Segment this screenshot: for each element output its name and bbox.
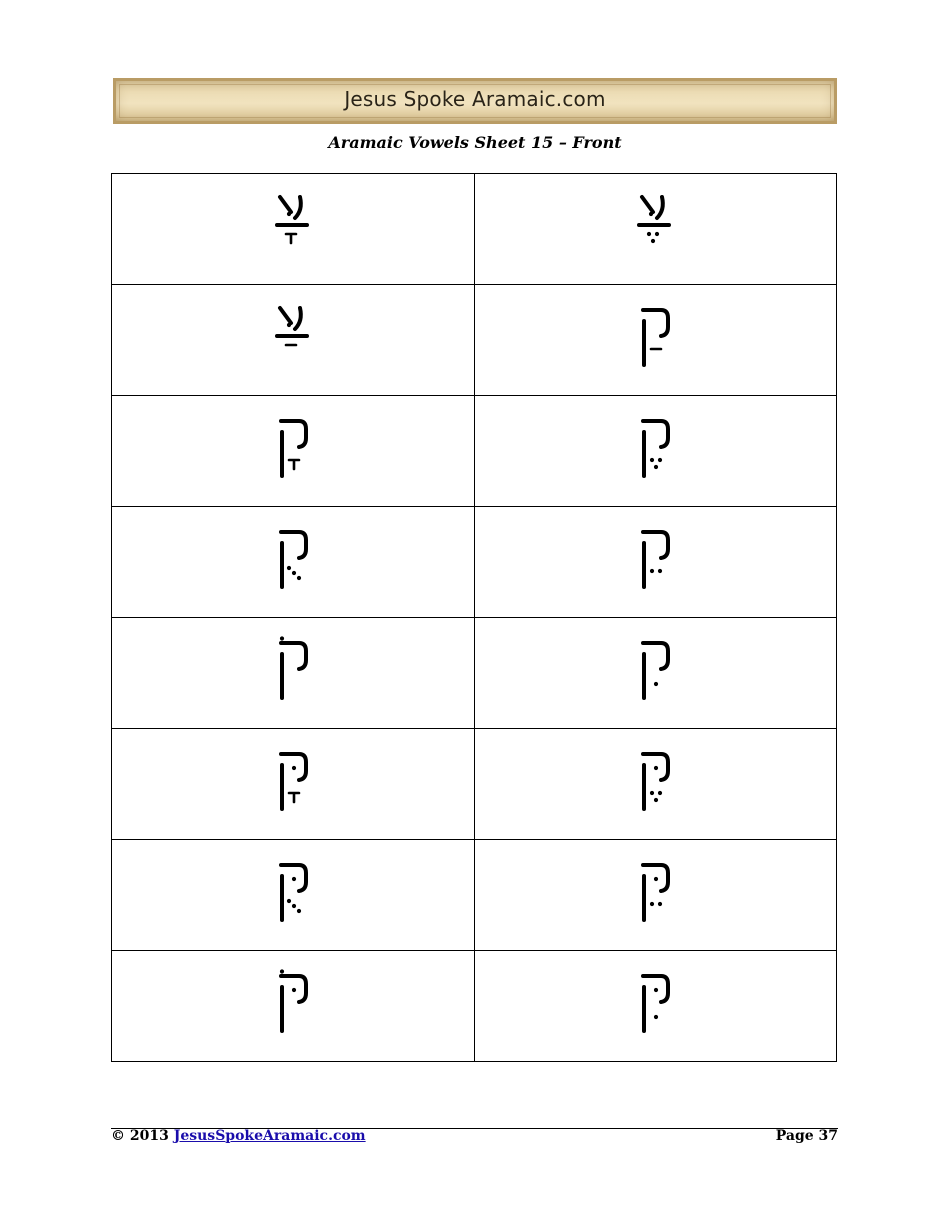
flashcard-cell xyxy=(474,951,837,1062)
qof-tsere-glyph xyxy=(635,858,675,928)
holam-dot xyxy=(280,969,284,973)
segol-dot xyxy=(650,458,654,462)
dagesh-dot xyxy=(292,766,296,770)
copyright-text: © 2013 xyxy=(111,1128,169,1144)
qof-tsere-glyph xyxy=(635,525,675,595)
flashcard-row xyxy=(112,507,837,618)
flashcard-cell xyxy=(112,396,475,507)
flashcard-cell xyxy=(474,840,837,951)
qubuts-dot xyxy=(287,566,291,570)
qof-patah-glyph xyxy=(635,303,675,373)
flashcard-row xyxy=(112,174,837,285)
holam-dot xyxy=(280,636,284,640)
flashcard-cell xyxy=(112,285,475,396)
dagesh-dot xyxy=(287,323,291,327)
flashcard-row xyxy=(112,285,837,396)
qof-letter-stroke xyxy=(281,532,306,558)
segol-dot xyxy=(654,798,658,802)
footer-copyright xyxy=(111,1128,366,1144)
segol-dot xyxy=(647,232,651,236)
qof-letter-stroke xyxy=(281,421,306,447)
sheet-title: Aramaic Vowels Sheet 15 – Front xyxy=(328,133,622,152)
dagesh-dot xyxy=(654,766,658,770)
segol-dot xyxy=(651,239,655,243)
qof-segol-glyph xyxy=(635,414,675,484)
qof-qamats-glyph xyxy=(273,414,313,484)
qubuts-dot xyxy=(292,904,296,908)
flashcard-cell xyxy=(474,174,837,285)
dagesh-dot xyxy=(654,877,658,881)
site-link[interactable]: JesusSpokeAramaic.com xyxy=(173,1128,366,1144)
qubuts-dot xyxy=(297,909,301,913)
qof-letter-stroke xyxy=(643,421,668,447)
qubuts-dot xyxy=(287,899,291,903)
qof-qubuts-glyph xyxy=(273,525,313,595)
flashcard-cell xyxy=(474,507,837,618)
qubuts-dot xyxy=(292,571,296,575)
tsade-segol-glyph xyxy=(635,192,675,262)
dagesh-dot xyxy=(654,988,658,992)
flashcard-cell xyxy=(112,618,475,729)
tsade-patah-glyph xyxy=(273,303,313,373)
tsere-dot xyxy=(658,569,662,573)
segol-dot xyxy=(658,458,662,462)
tsere-dot xyxy=(658,902,662,906)
flashcard-cell xyxy=(474,729,837,840)
qof-letter-stroke xyxy=(643,643,668,669)
flashcard-cell xyxy=(112,951,475,1062)
qamats-mark xyxy=(286,234,296,243)
flashcard-cell xyxy=(112,840,475,951)
tsade-qamats-glyph xyxy=(273,192,313,262)
qamats-mark xyxy=(289,460,299,469)
flashcard-cell xyxy=(112,507,475,618)
segol-dot xyxy=(650,791,654,795)
flashcard-grid xyxy=(111,173,837,1062)
flashcard-cell xyxy=(112,729,475,840)
qof-qubuts-glyph xyxy=(273,858,313,928)
banner-title: Jesus Spoke Aramaic.com xyxy=(344,87,606,111)
dagesh-dot xyxy=(649,212,653,216)
flashcard-cell xyxy=(112,174,475,285)
hiriq-dot xyxy=(654,1015,658,1019)
qubuts-dot xyxy=(297,576,301,580)
dagesh-dot xyxy=(292,988,296,992)
flashcard-row xyxy=(112,729,837,840)
tsade-letter-stroke xyxy=(277,197,307,225)
page-number: Page 37 xyxy=(775,1128,838,1144)
hiriq-dot xyxy=(654,682,658,686)
qof-letter-stroke xyxy=(281,643,306,669)
segol-dot xyxy=(658,791,662,795)
qof-none-glyph xyxy=(273,636,313,706)
tsere-dot xyxy=(650,569,654,573)
qof-qamats-glyph xyxy=(273,747,313,817)
flashcard-row xyxy=(112,618,837,729)
tsade-letter-stroke xyxy=(277,308,307,336)
dagesh-dot xyxy=(292,877,296,881)
tsade-letter-stroke xyxy=(639,197,669,225)
segol-dot xyxy=(654,465,658,469)
qof-hiriq-glyph xyxy=(635,636,675,706)
site-banner xyxy=(113,78,837,124)
qof-letter-stroke xyxy=(643,532,668,558)
tsere-dot xyxy=(650,902,654,906)
flashcard-row xyxy=(112,951,837,1062)
qof-segol-glyph xyxy=(635,747,675,817)
flashcard-cell xyxy=(474,285,837,396)
qof-letter-stroke xyxy=(643,310,668,336)
dagesh-dot xyxy=(287,212,291,216)
flashcard-cell xyxy=(474,618,837,729)
flashcard-row xyxy=(112,396,837,507)
qof-hiriq-glyph xyxy=(635,969,675,1039)
flashcard-row xyxy=(112,840,837,951)
qof-none-glyph xyxy=(273,969,313,1039)
qamats-mark xyxy=(289,793,299,802)
flashcard-cell xyxy=(474,396,837,507)
segol-dot xyxy=(655,232,659,236)
